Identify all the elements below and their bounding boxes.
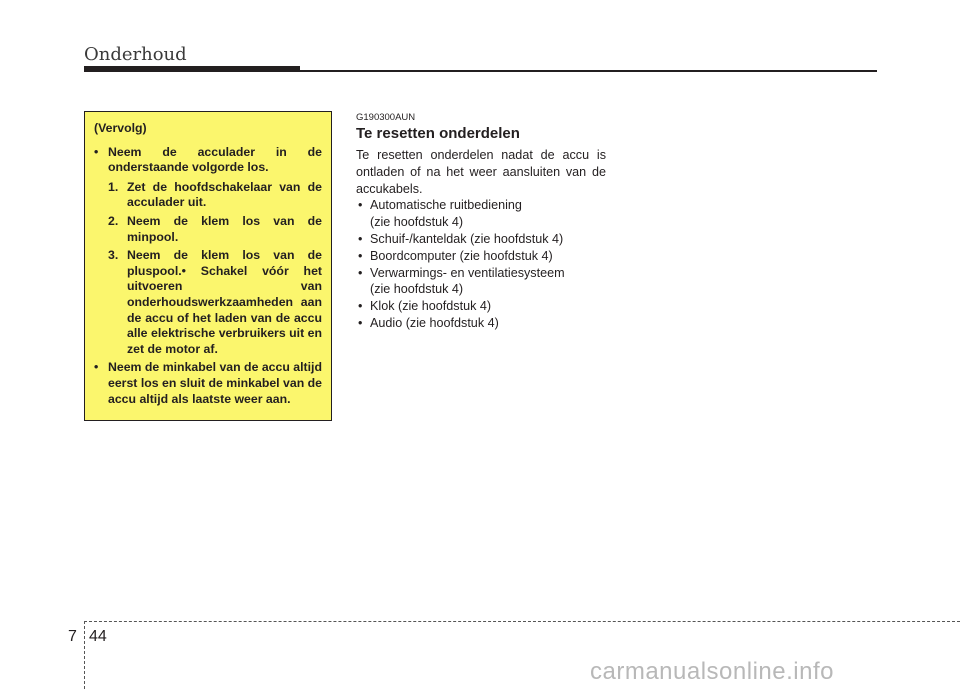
warning-step-3 [94, 248, 322, 357]
warning-box [84, 111, 332, 421]
section-intro: Te resetten onderdelen nadat de accu is ontladen of na het weer aansluiten van de accukabels. [356, 148, 606, 196]
warning-steps [94, 180, 322, 358]
warning-step-2-text: Neem de klem los van de minpool. [127, 213, 322, 244]
list-item-main: Klok (zie hoofdstuk 4) [370, 299, 492, 314]
warning-bullet-2-text: • Neem de minkabel van de accu altijd eerst los en sluit de minkabel van de accu altijd als laatste weer aan. [108, 360, 322, 406]
page-header-title: Onderhoud [84, 44, 187, 65]
warning-step-1-text: Zet de hoofdschakelaar van de acculader uit. [127, 179, 322, 210]
section-title: Te resetten onderdelen [356, 125, 520, 142]
list-item-main: Boordcomputer (zie hoofdstuk 4) [370, 248, 553, 263]
header-rule-thick [84, 66, 300, 72]
footer-vertical-rule [84, 621, 85, 689]
list-item [356, 298, 606, 315]
chapter-number: 7 [68, 628, 77, 645]
list-item [356, 265, 606, 299]
footer-rule [84, 621, 960, 622]
list-item-main: Schuif-/kanteldak (zie hoofdstuk 4) [370, 231, 564, 246]
warning-continued-label: (Vervolg) [94, 121, 147, 135]
list-item [356, 315, 606, 332]
warning-bullet-1-text: • Neem de acculader in de onderstaande volgorde los. [108, 144, 322, 175]
watermark[interactable]: carmanualsonline.info [590, 658, 834, 685]
list-item [356, 248, 606, 265]
page-number: 44 [89, 628, 107, 645]
section-code: G190300AUN [356, 112, 416, 123]
reset-items-list [356, 197, 606, 331]
warning-step-3-text: Neem de klem los van de pluspool.• Schakel vóór het uitvoeren van onderhoudswerkzaamheden aan de accu of het laden van de accu alle elektrische verbruikers uit en zet de motor af. [127, 248, 322, 356]
header-rule-thin [300, 70, 877, 72]
list-item-sub: (zie hoofdstuk 4) [370, 282, 464, 297]
list-item-main: Verwarmings- en ventilatiesysteem [370, 265, 565, 280]
section-body [356, 147, 606, 332]
warning-step-2-number: 2. [108, 213, 119, 228]
warning-step-2 [94, 214, 322, 245]
warning-step-3-number: 3. [108, 248, 119, 263]
warning-bullet-2 [94, 360, 322, 407]
warning-step-1 [94, 180, 322, 211]
warning-step-1-number: 1. [108, 179, 119, 194]
warning-bullet-1 [94, 145, 322, 176]
list-item [356, 197, 606, 231]
list-item-sub: (zie hoofdstuk 4) [370, 215, 464, 230]
list-item-main: Audio (zie hoofdstuk 4) [370, 315, 499, 330]
list-item [356, 231, 606, 248]
list-item-main: Automatische ruitbediening [370, 198, 522, 213]
